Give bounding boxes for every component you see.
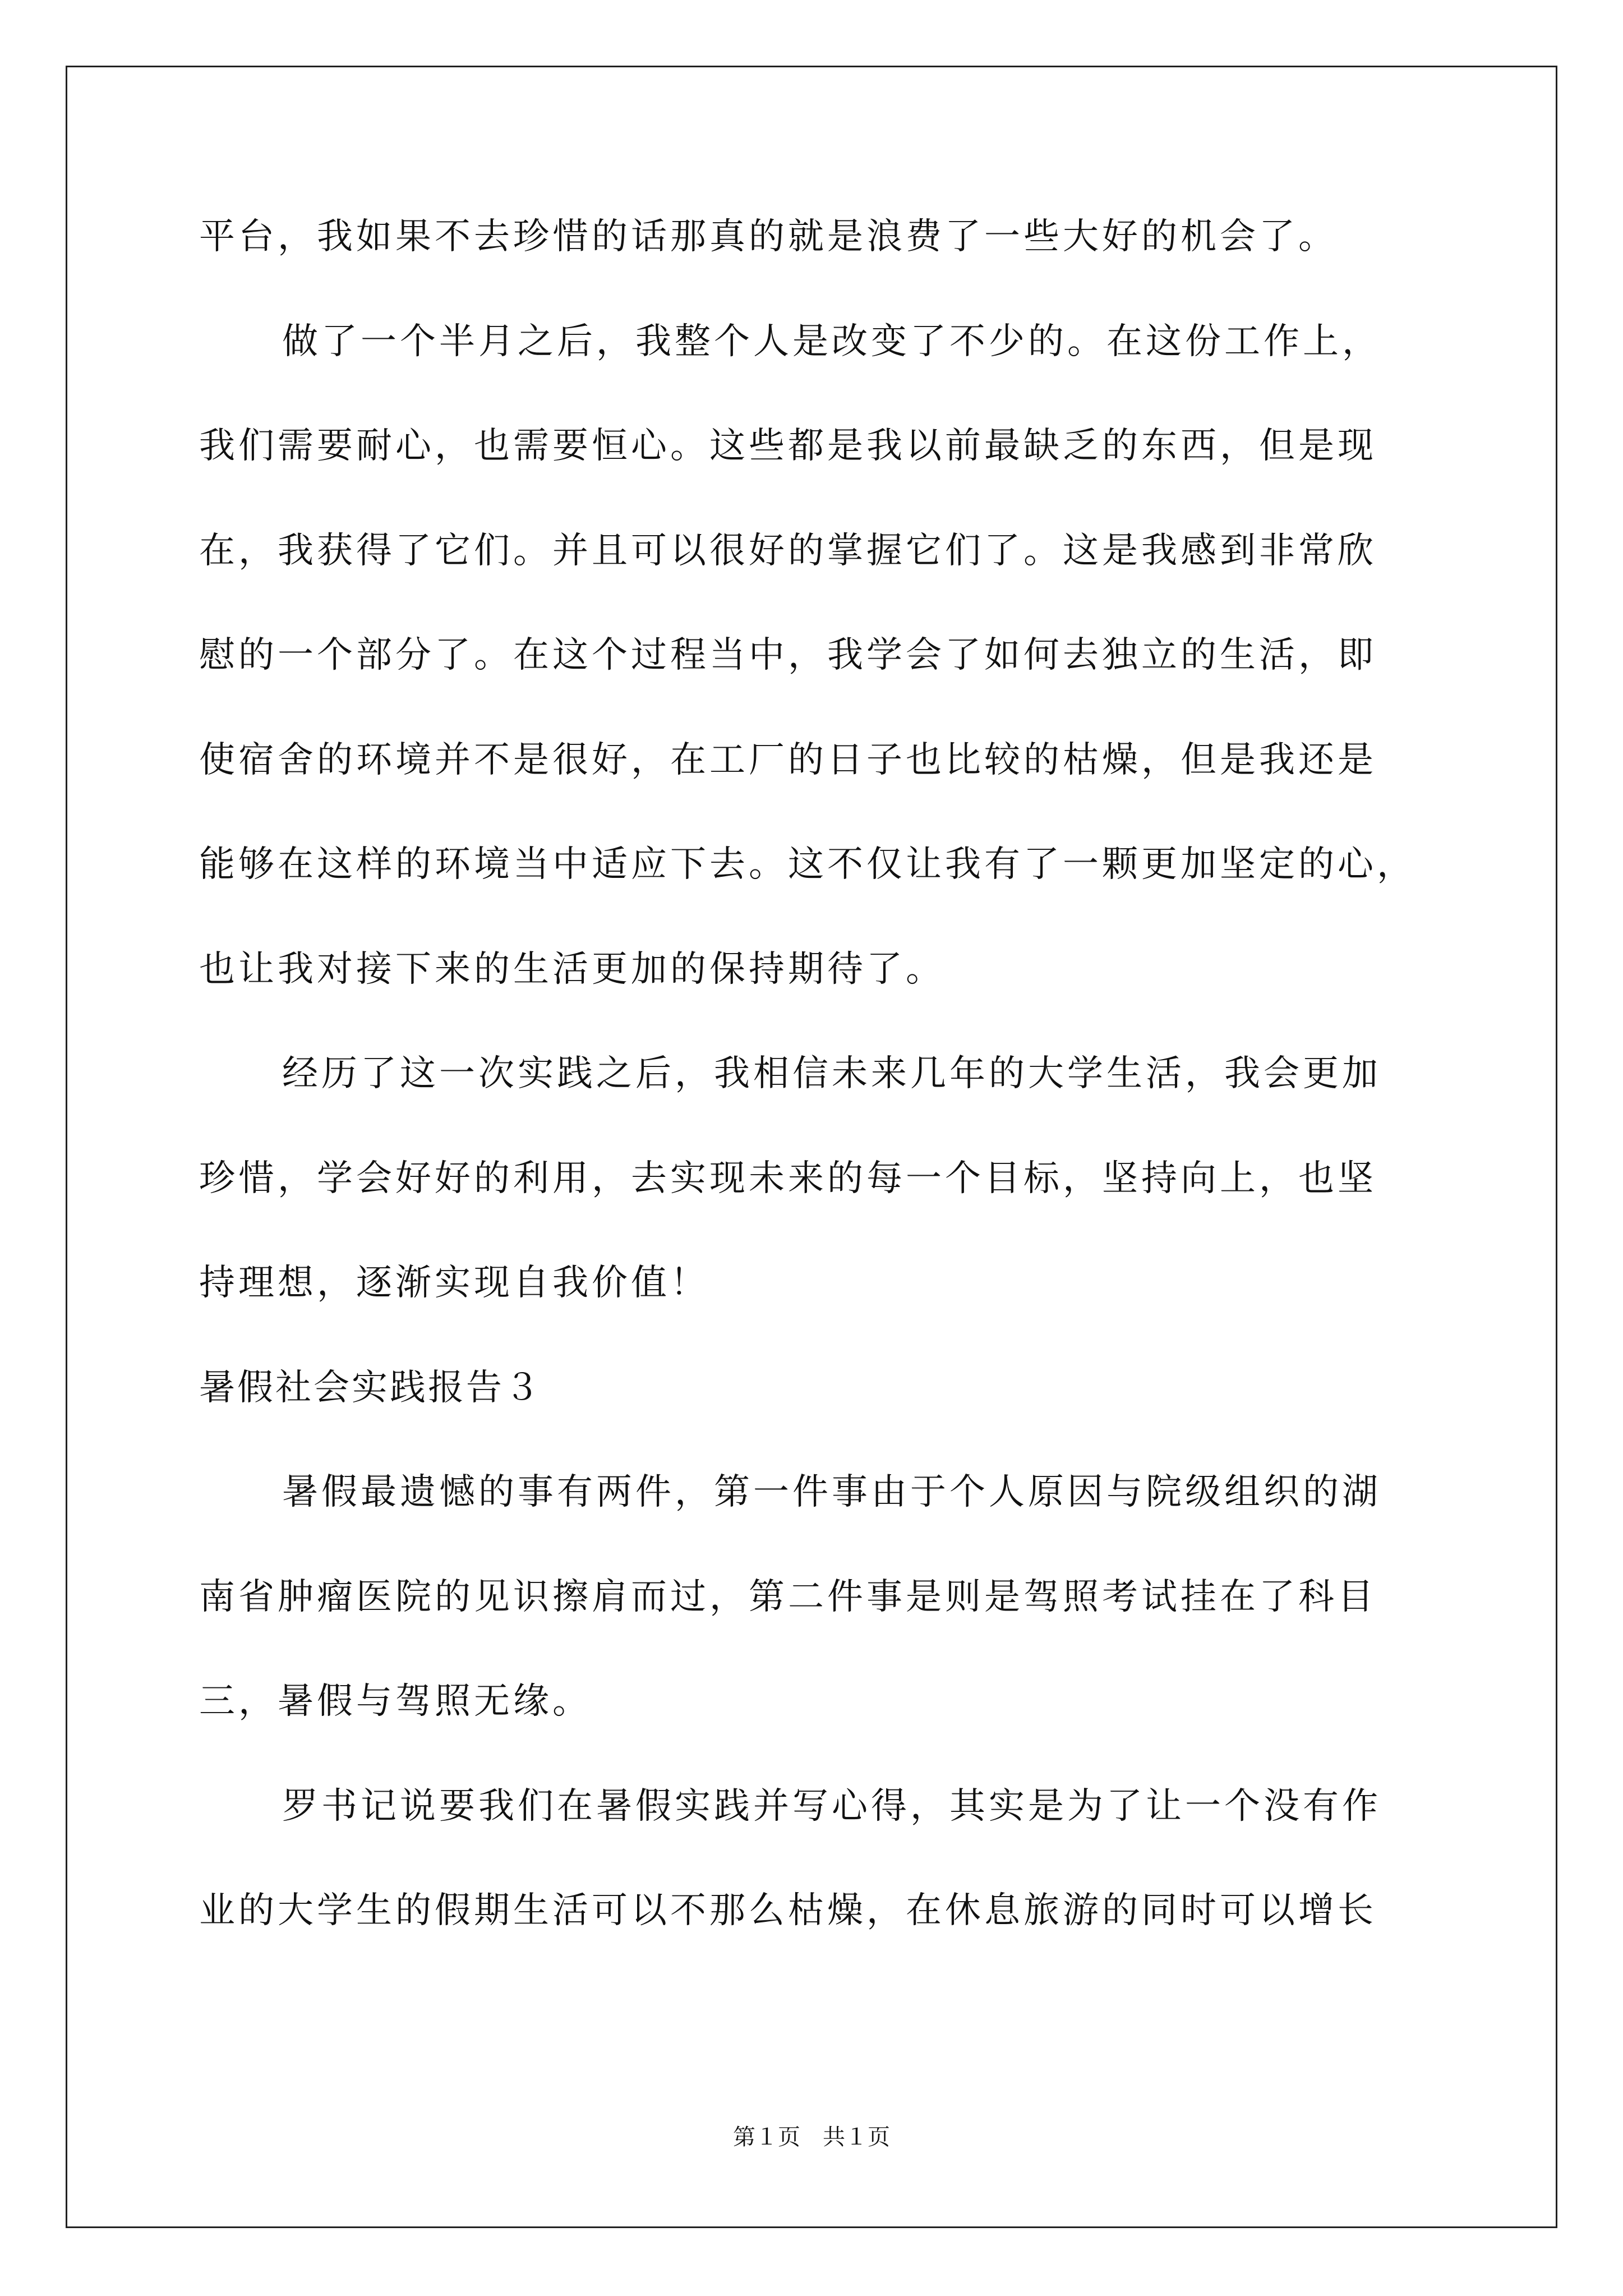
- text-line: 也让我对接下来的生活更加的保持期待了。: [199, 948, 945, 990]
- text-line: 持理想，逐渐实现自我价值！: [199, 1262, 709, 1304]
- text-line: 珍惜，学会好好的利用，去实现未来的每一个目标，坚持向上，也坚: [199, 1157, 1377, 1199]
- text-line: 经历了这一次实践之后，我相信未来几年的大学生活，我会更加: [282, 1053, 1381, 1094]
- text-line: 做了一个半月之后，我整个人是改变了不少的。在这份工作上，: [282, 320, 1381, 362]
- document-body: [199, 216, 1422, 1998]
- text-line: 南省肿瘤医院的见识擦肩而过，第二件事是则是驾照考试挂在了科目: [199, 1576, 1377, 1618]
- text-line: 暑假最遗憾的事有两件，第一件事由于个人原因与院级组织的湖: [282, 1471, 1381, 1513]
- text-line: 三，暑假与驾照无缘。: [199, 1681, 592, 1722]
- text-line: 我们需要耐心，也需要恒心。这些都是我以前最缺乏的东西，但是现: [199, 425, 1377, 467]
- text-line: 业的大学生的假期生活可以不那么枯燥，在休息旅游的同时可以增长: [199, 1890, 1377, 1931]
- text-line: 在，我获得了它们。并且可以很好的掌握它们了。这是我感到非常欣: [199, 530, 1377, 572]
- page-number-footer: 第１页 共１页: [733, 2124, 890, 2150]
- text-line: 使宿舍的环境并不是很好，在工厂的日子也比较的枯燥，但是我还是: [199, 739, 1377, 781]
- text-line: 平台，我如果不去珍惜的话那真的就是浪费了一些大好的机会了。: [199, 216, 1338, 257]
- text-line: 能够在这样的环境当中适应下去。这不仅让我有了一颗更加坚定的心，: [199, 844, 1416, 885]
- section-heading: 暑假社会实践报告３: [199, 1366, 542, 1409]
- text-line: 罗书记说要我们在暑假实践并写心得，其实是为了让一个没有作: [282, 1785, 1381, 1827]
- text-line: 慰的一个部分了。在这个过程当中，我学会了如何去独立的生活，即: [199, 634, 1377, 676]
